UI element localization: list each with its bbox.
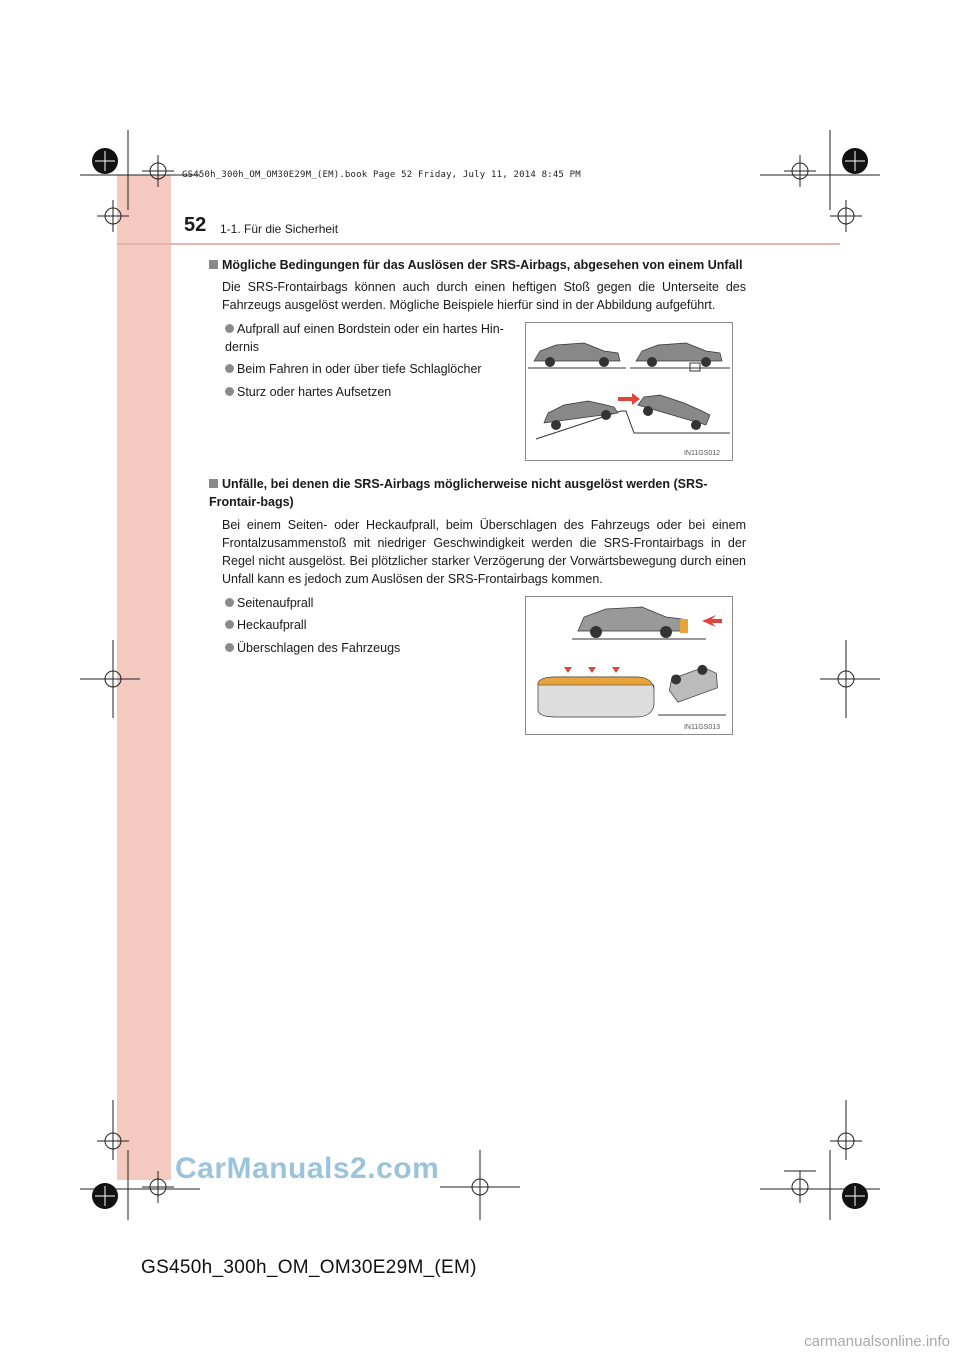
block2-paragraph: Bei einem Seiten- oder Heckaufprall, beim Überschlagen des Fahrzeugs oder bei einem Frontalzusammenstoß mit niedriger Geschwindigkeit werden die SRS-Frontairbags in der Regel nicht ausgelöst. Bei plötzlicher starker Verzögerung der Vorwärtsbewegung durch einen Unfall kann es jedoch zum Auslösen der SRS-Frontairbags kommen. [222,518,746,586]
non-deploy-illustration [526,597,732,734]
bullet-dot-icon [225,620,234,629]
block2-bullet-3 [225,639,515,657]
watermark-carmanualsonline[interactable]: carmanualsonline.info [804,1333,950,1350]
bullet-dot-icon [225,324,234,333]
block1-bullet-3 [225,383,515,401]
block1-bullet-1 [225,320,515,356]
direction-arrow-icon [618,393,640,405]
block1-bullet-2 [225,360,515,378]
bullet-text: Beim Fahren in oder über tiefe Schlaglöcher [237,362,482,376]
figure-underbody-impact [525,322,733,461]
impact-arrow-icon [588,651,596,673]
bullet-text: Sturz oder hartes Aufsetzen [237,385,392,399]
block2-bullet-2 [225,616,515,634]
curb-obstacle [690,363,700,371]
page-number: 52 [184,214,207,236]
watermark-carmanuals2[interactable]: CarManuals2.com [175,1152,440,1185]
block1-heading-text: Mögliche Bedingungen für das Auslösen der SRS-Airbags, abgesehen von einem Unfall [222,258,743,272]
block1-heading [209,256,749,274]
bullet-text: Heckaufprall [237,618,307,632]
bullet-text: Überschlagen des Fahrzeugs [237,641,401,655]
bullet-dot-icon [225,598,234,607]
underbody-impact-illustration [526,323,732,460]
figure-id: IN11GS012 [683,450,720,457]
impact-arrow-icon [560,651,572,673]
block2-heading [209,475,749,511]
bullet-text: Aufprall auf einen Bordstein oder ein hartes Hin-dernis [225,322,504,354]
bullet-dot-icon [225,387,234,396]
impact-arrow-icon [702,615,722,627]
block1-paragraph: Die SRS-Frontairbags können auch durch einen heftigen Stoß gegen die Unterseite des Fahrzeugs ausgelöst werden. Mögliche Beispiele hierfür sind in der Abbildung aufgeführt. [222,280,746,312]
impact-arrow-icon [612,651,620,673]
impact-zone [680,619,688,633]
block2-heading-text: Unfälle, bei denen die SRS-Airbags möglicherweise nicht ausgelöst werden (SRS-Frontair-bags) [209,477,708,509]
figure-non-deploy-accidents [525,596,733,735]
square-bullet-icon [209,479,218,488]
bullet-dot-icon [225,364,234,373]
book-info-line: GS450h_300h_OM_OM30E29M_(EM).book Page 52 Friday, July 11, 2014 8:45 PM [182,170,581,180]
document-code: GS450h_300h_OM_OM30E29M_(EM) [141,1257,477,1278]
bullet-dot-icon [225,643,234,652]
section-title: 1-1. Für die Sicherheit [220,222,339,236]
square-bullet-icon [209,260,218,269]
bullet-text: Seitenaufprall [237,596,314,610]
figure-id: IN11GS013 [683,724,720,731]
block2-bullet-1 [225,594,515,612]
